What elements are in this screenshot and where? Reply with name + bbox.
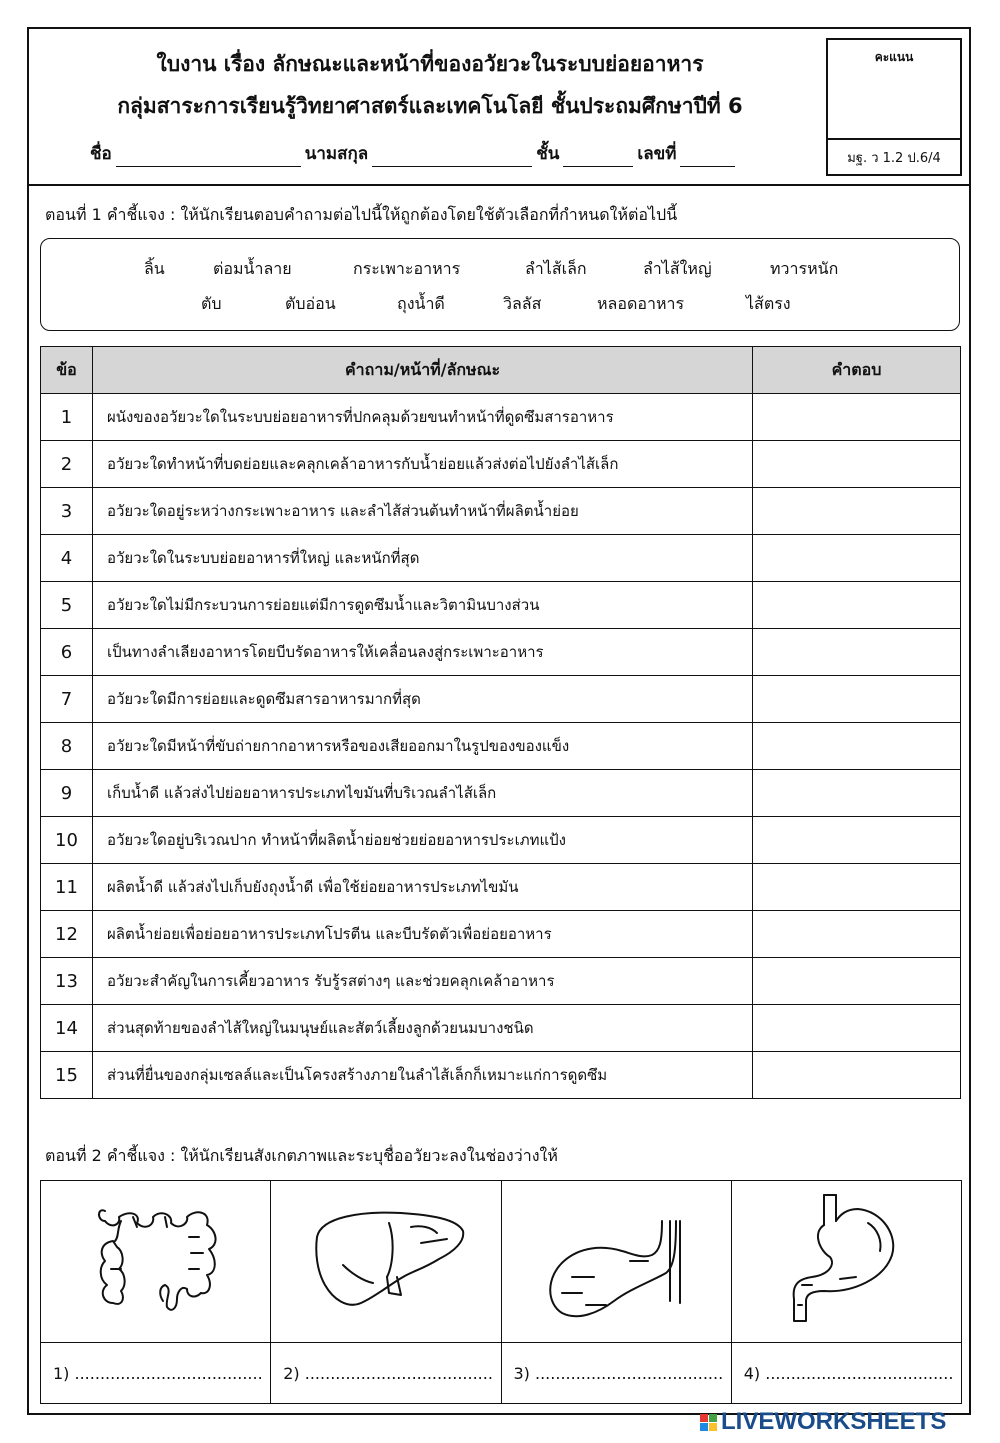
table-row — [41, 770, 961, 817]
answer-cell[interactable] — [753, 676, 961, 723]
gallbladder-icon — [502, 1181, 732, 1345]
header-question: คำถาม/หน้าที่/ลักษณะ — [93, 347, 753, 394]
liveworksheets-brand — [700, 1408, 946, 1436]
question-text: ผลิตน้ำดี แล้วส่งไปเก็บยังถุงน้ำดี เพื่อใช้ย่อยอาหารประเภทไขมัน — [93, 864, 753, 911]
student-info-line — [90, 140, 739, 167]
word-bank-item: วิลลัส — [503, 294, 542, 313]
score-label: คะแนน — [874, 50, 914, 64]
word-bank-item: กระเพาะอาหาร — [353, 259, 461, 278]
logo-square — [700, 1423, 708, 1431]
table-row — [41, 1052, 961, 1099]
question-text: อวัยวะใดมีการย่อยและดูดซึมสารอาหารมากที่สุด — [93, 676, 753, 723]
logo-square — [709, 1414, 717, 1422]
answer-cell[interactable] — [753, 911, 961, 958]
standard-code: มฐ. ว 1.2 ป.6/4 — [828, 138, 960, 174]
question-text: อวัยวะสำคัญในการเคี้ยวอาหาร รับรู้รสต่างๆ และช่วยคลุกเคล้าอาหาร — [93, 958, 753, 1005]
table-row — [41, 676, 961, 723]
word-bank — [40, 238, 960, 331]
logo-square — [709, 1423, 717, 1431]
question-text: อวัยวะใดมีหน้าที่ขับถ่ายกากอาหารหรือของเสียออกมาในรูปของของแข็ง — [93, 723, 753, 770]
part1-instruction: ตอนที่ 1 คำชี้แจง : ให้นักเรียนตอบคำถามต่อไปนี้ให้ถูกต้องโดยใช้ตัวเลือกที่กำหนดให้ต่อไปนี้ — [45, 205, 678, 224]
answer-cell[interactable] — [753, 817, 961, 864]
picture-cell — [732, 1181, 961, 1403]
table-row — [41, 535, 961, 582]
stomach-icon — [732, 1181, 962, 1345]
question-text: ผนังของอวัยวะใดในระบบย่อยอาหารที่ปกคลุมด้วยขนทำหน้าที่ดูดซึมสารอาหาร — [93, 394, 753, 441]
question-number: 3 — [41, 488, 93, 535]
table-row — [41, 864, 961, 911]
question-number: 15 — [41, 1052, 93, 1099]
word-bank-item: ถุงน้ำดี — [397, 294, 445, 313]
question-number: 12 — [41, 911, 93, 958]
table-row — [41, 958, 961, 1005]
question-number: 6 — [41, 629, 93, 676]
question-table — [40, 346, 961, 1099]
question-number: 7 — [41, 676, 93, 723]
worksheet-title: ใบงาน เรื่อง ลักษณะและหน้าที่ของอวัยวะในระบบย่อยอาหาร — [156, 52, 704, 76]
table-row — [41, 629, 961, 676]
question-text: ผลิตน้ำย่อยเพื่อย่อยอาหารประเภทโปรตีน และบีบรัดตัวเพื่อย่อยอาหาร — [93, 911, 753, 958]
answer-blank-1[interactable]: 1) ..................................... — [41, 1342, 270, 1403]
picture-cell — [502, 1181, 732, 1403]
answer-cell[interactable] — [753, 535, 961, 582]
part2-instruction: ตอนที่ 2 คำชี้แจง : ให้นักเรียนสังเกตภาพและระบุชื่ออวัยวะลงในช่องว่างให้ — [45, 1146, 558, 1165]
question-number: 5 — [41, 582, 93, 629]
answer-cell[interactable] — [753, 441, 961, 488]
table-row — [41, 488, 961, 535]
logo-square — [700, 1414, 708, 1422]
name-field[interactable] — [116, 148, 301, 167]
header-answer: คำตอบ — [753, 347, 961, 394]
question-text: อวัยวะใดในระบบย่อยอาหารที่ใหญ่ และหนักที่สุด — [93, 535, 753, 582]
question-text: อวัยวะใดไม่มีกระบวนการย่อยแต่มีการดูดซึมน้ำและวิตามินบางส่วน — [93, 582, 753, 629]
brand-text: LIVEWORKSHEETS — [721, 1408, 947, 1435]
surname-field[interactable] — [372, 148, 532, 167]
word-bank-item: ลิ้น — [144, 259, 165, 278]
number-field[interactable] — [680, 148, 735, 167]
question-text: อวัยวะใดอยู่บริเวณปาก ทำหน้าที่ผลิตน้ำย่อยช่วยย่อยอาหารประเภทแป้ง — [93, 817, 753, 864]
question-number: 11 — [41, 864, 93, 911]
question-text: เก็บน้ำดี แล้วส่งไปย่อยอาหารประเภทไขมันที่บริเวณลำไส้เล็ก — [93, 770, 753, 817]
picture-grid — [40, 1180, 962, 1404]
word-bank-item: หลอดอาหาร — [597, 294, 685, 313]
question-number: 14 — [41, 1005, 93, 1052]
answer-blank-2[interactable]: 2) ..................................... — [271, 1342, 500, 1403]
table-row — [41, 723, 961, 770]
word-bank-item: ตับอ่อน — [285, 294, 336, 313]
worksheet-subtitle: กลุ่มสาระการเรียนรู้วิทยาศาสตร์และเทคโนโลยี ชั้นประถมศึกษาปีที่ 6 — [117, 94, 743, 118]
question-text: ส่วนที่ยื่นของกลุ่มเซลล์และเป็นโครงสร้างภายในลำไส้เล็กก็เหมาะแก่การดูดซึม — [93, 1052, 753, 1099]
question-number: 8 — [41, 723, 93, 770]
table-row — [41, 441, 961, 488]
picture-cell — [41, 1181, 271, 1403]
answer-cell[interactable] — [753, 864, 961, 911]
word-bank-item: ต่อมน้ำลาย — [213, 259, 292, 278]
answer-cell[interactable] — [753, 394, 961, 441]
word-bank-item: ตับ — [201, 294, 222, 313]
table-row — [41, 394, 961, 441]
word-bank-item: ไส้ตรง — [746, 294, 791, 313]
answer-cell[interactable] — [753, 1052, 961, 1099]
name-label: ชื่อ — [90, 144, 112, 164]
number-label: เลขที่ — [637, 144, 677, 164]
word-bank-item: ทวารหนัก — [770, 259, 839, 278]
answer-cell[interactable] — [753, 1005, 961, 1052]
question-number: 2 — [41, 441, 93, 488]
question-number: 1 — [41, 394, 93, 441]
table-row — [41, 817, 961, 864]
answer-blank-4[interactable]: 4) ..................................... — [732, 1342, 961, 1403]
answer-cell[interactable] — [753, 770, 961, 817]
word-bank-item: ลำไส้เล็ก — [525, 259, 587, 278]
question-number: 4 — [41, 535, 93, 582]
table-row — [41, 1005, 961, 1052]
picture-cell — [271, 1181, 501, 1403]
question-text: เป็นทางลำเลียงอาหารโดยบีบรัดอาหารให้เคลื่อนลงสู่กระเพาะอาหาร — [93, 629, 753, 676]
answer-cell[interactable] — [753, 958, 961, 1005]
liver-icon — [271, 1181, 501, 1345]
header-no: ข้อ — [41, 347, 93, 394]
question-number: 10 — [41, 817, 93, 864]
table-row — [41, 911, 961, 958]
header-divider — [28, 184, 970, 186]
large-intestine-icon — [41, 1181, 271, 1345]
word-bank-item: ลำไส้ใหญ่ — [643, 259, 712, 278]
question-text: อวัยวะใดอยู่ระหว่างกระเพาะอาหาร และลำไส้ส่วนต้นทำหน้าที่ผลิตน้ำย่อย — [93, 488, 753, 535]
question-number: 13 — [41, 958, 93, 1005]
answer-cell[interactable] — [753, 723, 961, 770]
answer-cell[interactable] — [753, 629, 961, 676]
question-text: ส่วนสุดท้ายของลำไส้ใหญ่ในมนุษย์และสัตว์เลี้ยงลูกด้วยนมบางชนิด — [93, 1005, 753, 1052]
surname-label: นามสกุล — [304, 144, 369, 164]
question-text: อวัยวะใดทำหน้าที่บดย่อยและคลุกเคล้าอาหารกับน้ำย่อยแล้วส่งต่อไปยังลำไส้เล็ก — [93, 441, 753, 488]
answer-blank-3[interactable]: 3) ..................................... — [502, 1342, 731, 1403]
table-header-row — [41, 347, 961, 394]
answer-cell[interactable] — [753, 582, 961, 629]
question-number: 9 — [41, 770, 93, 817]
table-row — [41, 582, 961, 629]
liveworksheets-logo-icon — [700, 1414, 717, 1431]
score-box — [826, 38, 962, 176]
class-label: ชั้น — [536, 144, 560, 164]
class-field[interactable] — [563, 148, 633, 167]
answer-cell[interactable] — [753, 488, 961, 535]
